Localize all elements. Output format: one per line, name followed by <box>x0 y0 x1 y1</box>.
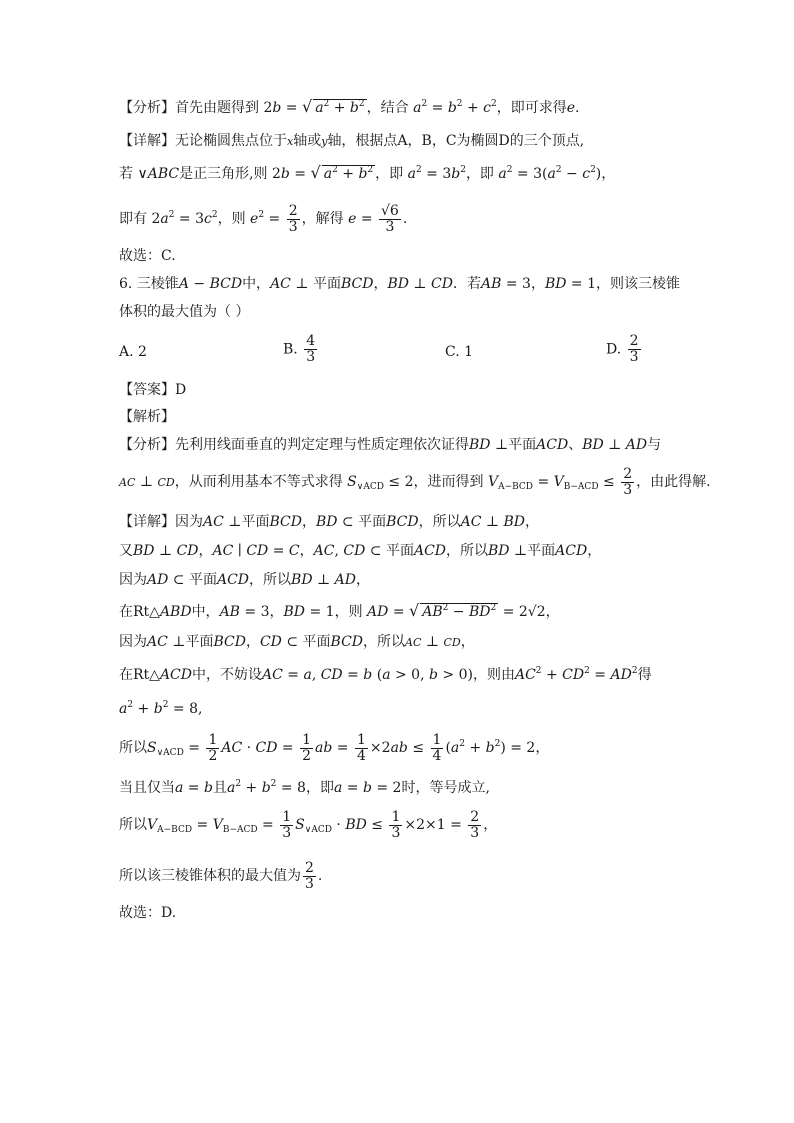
detail-line-2: 若 ∨ABC是正三角形,则 2b = √ $a^2 + b^2$ ，即 $a^2 = 3b^2$，即 $a^2 = 3(a^2 - c^2)$， <box>119 163 616 182</box>
formula: $a^2 = b^2 + c^2$ <box>413 99 497 116</box>
option-b: B. $\frac{4}{3}$ <box>283 333 316 365</box>
detail-line-d5: 因为AC ⊥平面BCD，CD ⊂ 平面BCD，所以AC ⊥ CD， <box>119 634 475 650</box>
detail-line-d4: 在Rt△ABD中，AB = 3，BD = 1，则 AD = √ $AB^2 - BD^2 = 2√2$， <box>119 601 560 620</box>
answer-tag: 【答案】D <box>119 382 187 398</box>
question-6-line-2: 体积的最大值为（ ） <box>119 304 250 320</box>
detail-tag: 【详解】 <box>119 133 175 149</box>
detail-line-d8: 所以$S_{\vee ACD}$ = $\frac{1}{2}$ AC · CD = $\frac{1}{2}$ ab = $\frac{1}{4}$ ×2ab ≤ $\frac{1}{4}$ $(a^2 + b^2) = 2$， <box>119 731 550 764</box>
detail-line-d10: 所以$V_{A-BCD} = V_{B-ACD}$ = $\frac{1}{3}$ $S_{\vee ACD}$ · BD ≤ $\frac{1}{3}$ ×2×1 = $\frac{2}{3}$ ， <box>119 808 498 841</box>
formula: 2b = √ $a^2 + b^2$ <box>263 97 365 116</box>
detail-line-d7: $a^2 + b^2 = 8$, <box>119 700 203 717</box>
final-answer-line: 故选：D. <box>119 905 177 921</box>
detail-line-1: 【详解】无论椭圆焦点位于x轴或y轴，根据点A，B，C为椭圆D的三个顶点, <box>119 133 585 149</box>
option-d: D. $\frac{2}{3}$ <box>606 333 639 365</box>
detail-line-d2: 又BD ⊥ CD，AC ∣ CD = C，AC, CD ⊂ 平面ACD，所以BD ⊥平面ACD， <box>119 543 602 559</box>
detail-line-d1: 【详解】因为AC ⊥平面BCD，BD ⊂ 平面BCD，所以AC ⊥ BD， <box>119 514 539 530</box>
option-a: A. 2 <box>119 344 147 360</box>
answer-choice-line: 故选：C. <box>119 248 176 264</box>
question-6-line-1: 6. 三棱锥A − BCD中，AC ⊥ 平面BCD，BD ⊥ CD．若AB = 3，BD = 1，则该三棱锥 <box>119 276 680 292</box>
detail-line-d11: 所以该三棱锥体积的最大值为 $\frac{2}{3}$ . <box>119 859 323 892</box>
solution-tag: 【解析】 <box>119 409 175 425</box>
analysis-tag: 【分析】 <box>119 100 175 116</box>
solution-analysis-line-2: AC ⊥ CD，从而利用基本不等式求得 $S_{\vee ACD} \le 2$，进而得到 $V_{A-BCD} = V_{B-ACD}$ ≤ $\frac{2}{3}$ ，由此得解. <box>119 465 711 498</box>
analysis-line-1: 【分析】首先由题得到 2b = √ $a^2 + b^2$ ，结合 $a^2 = b^2 + c^2$，即可求得e. <box>119 97 580 116</box>
detail-line-3: 即有 $2a^2 = 3c^2$，则 $e^2$ = $\frac{2}{3}$ ，解得 e = $\frac{√6}{3}$ . <box>119 202 408 235</box>
detail-line-d9: 当且仅当a = b且$a^2 + b^2 = 8$，即a = b = 2时，等号成立, <box>119 779 490 796</box>
option-c: C. 1 <box>445 344 474 360</box>
solution-analysis-line-1: 【分析】先利用线面垂直的判定定理与性质定理依次证得BD ⊥平面ACD、BD ⊥ AD与 <box>119 437 662 453</box>
detail-line-d3: 因为AD ⊂ 平面ACD，所以BD ⊥ AD， <box>119 572 370 588</box>
detail-line-d6: 在Rt△ACD中，不妨设AC = a, CD = b (a > 0, b > 0)，则由$AC^2 + CD^2 = AD^2$得 <box>119 666 652 683</box>
